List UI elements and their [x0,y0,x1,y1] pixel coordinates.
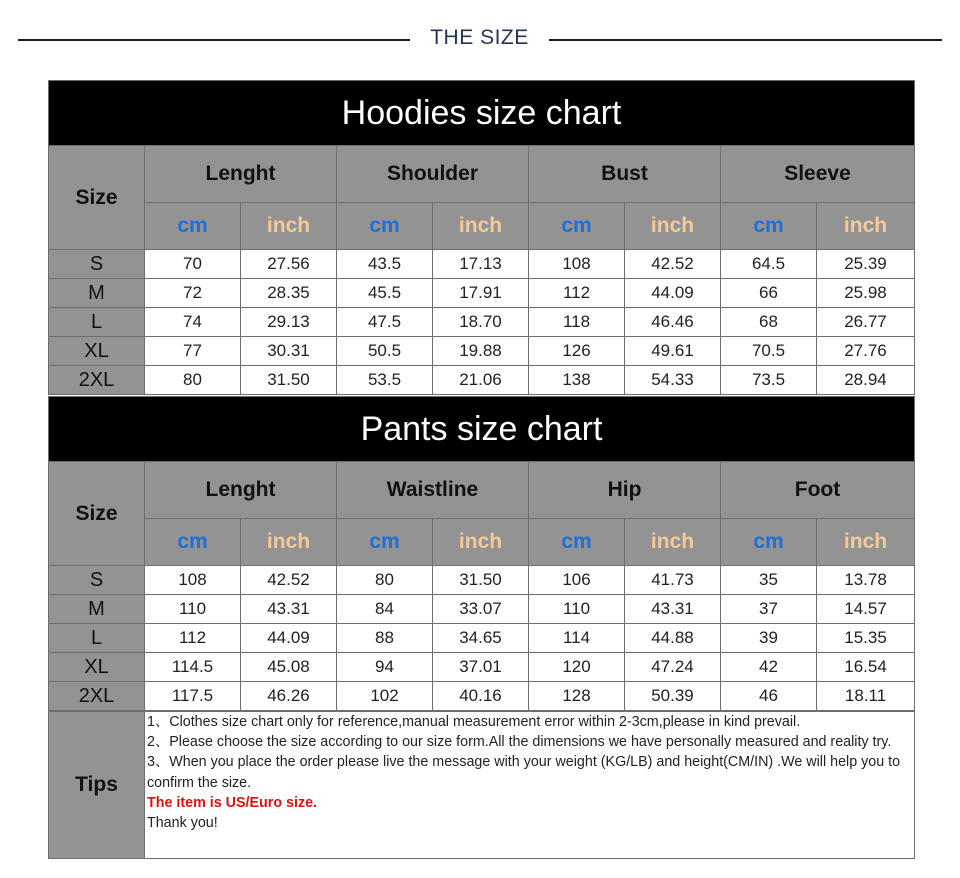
size-cell: L [49,624,145,653]
value-cell: 74 [145,308,241,337]
value-cell: 29.13 [241,308,337,337]
unit-inch: inch [433,203,529,250]
value-cell: 72 [145,279,241,308]
value-cell: 73.5 [721,366,817,395]
value-cell: 31.50 [241,366,337,395]
value-cell: 108 [145,566,241,595]
size-region-note: The item is US/Euro size. [147,794,318,811]
tip-line-2: 2、Please choose the size according to our size form.All the dimensions we have personally measured and reality try. [147,734,892,751]
section-title: THE SIZE [430,26,529,49]
value-cell: 80 [145,366,241,395]
value-cell: 102 [337,682,433,711]
value-cell: 49.61 [625,337,721,366]
unit-cm: cm [145,203,241,250]
value-cell: 45.08 [241,653,337,682]
value-cell: 112 [145,624,241,653]
value-cell: 84 [337,595,433,624]
unit-inch: inch [241,203,337,250]
table-row [49,653,915,682]
unit-cm: cm [337,203,433,250]
unit-inch: inch [817,203,915,250]
size-cell: L [49,308,145,337]
value-cell: 46.46 [625,308,721,337]
header-divider-left [18,39,410,41]
unit-cm: cm [529,203,625,250]
unit-cm: cm [529,519,625,566]
section-header [0,20,960,60]
value-cell: 47.24 [625,653,721,682]
value-cell: 80 [337,566,433,595]
tip-line-1: 1、Clothes size chart only for reference,manual measurement error within 2-3cm,please in kind prevail. [147,714,801,730]
pants-size-table [48,396,915,711]
tips-label: Tips [49,712,145,859]
value-cell: 34.65 [433,624,529,653]
value-cell: 19.88 [433,337,529,366]
value-cell: 117.5 [145,682,241,711]
value-cell: 46.26 [241,682,337,711]
unit-inch: inch [241,519,337,566]
table-row [49,366,915,395]
column-header-shoulder: Shoulder [337,146,529,203]
unit-cm: cm [145,519,241,566]
hoodies-chart-title: Hoodies size chart [49,81,915,146]
tip-line-3: 3、When you place the order please live the message with your weight (KG/LB) and height(CM/IN) .We will help you to confirm the size. [147,754,901,791]
column-header-foot: Foot [721,462,915,519]
value-cell: 44.88 [625,624,721,653]
hoodies-size-table [48,80,915,395]
size-column-header: Size [49,462,145,566]
value-cell: 31.50 [433,566,529,595]
table-row [49,279,915,308]
unit-cm: cm [721,519,817,566]
value-cell: 39 [721,624,817,653]
column-header-sleeve: Sleeve [721,146,915,203]
size-cell: M [49,279,145,308]
value-cell: 54.33 [625,366,721,395]
value-cell: 37.01 [433,653,529,682]
value-cell: 28.35 [241,279,337,308]
tips-content [145,712,915,859]
value-cell: 110 [145,595,241,624]
value-cell: 46 [721,682,817,711]
size-cell: XL [49,653,145,682]
unit-inch: inch [817,519,915,566]
value-cell: 18.70 [433,308,529,337]
value-cell: 41.73 [625,566,721,595]
value-cell: 94 [337,653,433,682]
value-cell: 42.52 [241,566,337,595]
column-header-length: Lenght [145,146,337,203]
value-cell: 25.39 [817,250,915,279]
value-cell: 118 [529,308,625,337]
value-cell: 15.35 [817,624,915,653]
unit-row [49,203,915,250]
value-cell: 114.5 [145,653,241,682]
value-cell: 138 [529,366,625,395]
table-row [49,595,915,624]
value-cell: 43.5 [337,250,433,279]
tips-table [48,711,915,859]
value-cell: 25.98 [817,279,915,308]
size-cell: 2XL [49,366,145,395]
size-cell: XL [49,337,145,366]
column-header-hip: Hip [529,462,721,519]
table-row [49,308,915,337]
value-cell: 44.09 [625,279,721,308]
value-cell: 44.09 [241,624,337,653]
value-cell: 120 [529,653,625,682]
unit-row [49,519,915,566]
unit-cm: cm [721,203,817,250]
value-cell: 128 [529,682,625,711]
size-column-header: Size [49,146,145,250]
column-header-length: Lenght [145,462,337,519]
value-cell: 28.94 [817,366,915,395]
value-cell: 70.5 [721,337,817,366]
value-cell: 110 [529,595,625,624]
value-cell: 17.91 [433,279,529,308]
size-cell: 2XL [49,682,145,711]
table-row [49,250,915,279]
table-row [49,566,915,595]
value-cell: 21.06 [433,366,529,395]
value-cell: 13.78 [817,566,915,595]
value-cell: 27.76 [817,337,915,366]
value-cell: 88 [337,624,433,653]
thank-you-note: Thank you! [147,815,218,832]
value-cell: 126 [529,337,625,366]
value-cell: 37 [721,595,817,624]
value-cell: 26.77 [817,308,915,337]
value-cell: 47.5 [337,308,433,337]
value-cell: 16.54 [817,653,915,682]
value-cell: 64.5 [721,250,817,279]
header-divider-right [549,39,942,41]
value-cell: 18.11 [817,682,915,711]
column-header-waistline: Waistline [337,462,529,519]
value-cell: 106 [529,566,625,595]
size-cell: S [49,566,145,595]
value-cell: 112 [529,279,625,308]
table-row [49,624,915,653]
value-cell: 77 [145,337,241,366]
table-row [49,682,915,711]
value-cell: 108 [529,250,625,279]
column-header-bust: Bust [529,146,721,203]
value-cell: 114 [529,624,625,653]
size-cell: M [49,595,145,624]
size-cell: S [49,250,145,279]
value-cell: 35 [721,566,817,595]
value-cell: 53.5 [337,366,433,395]
table-row [49,337,915,366]
value-cell: 43.31 [241,595,337,624]
value-cell: 50.39 [625,682,721,711]
value-cell: 17.13 [433,250,529,279]
value-cell: 30.31 [241,337,337,366]
value-cell: 45.5 [337,279,433,308]
value-cell: 27.56 [241,250,337,279]
unit-inch: inch [433,519,529,566]
unit-inch: inch [625,519,721,566]
unit-inch: inch [625,203,721,250]
pants-chart-title: Pants size chart [49,397,915,462]
value-cell: 42.52 [625,250,721,279]
value-cell: 14.57 [817,595,915,624]
value-cell: 68 [721,308,817,337]
value-cell: 43.31 [625,595,721,624]
value-cell: 50.5 [337,337,433,366]
value-cell: 70 [145,250,241,279]
value-cell: 66 [721,279,817,308]
value-cell: 40.16 [433,682,529,711]
value-cell: 33.07 [433,595,529,624]
unit-cm: cm [337,519,433,566]
value-cell: 42 [721,653,817,682]
